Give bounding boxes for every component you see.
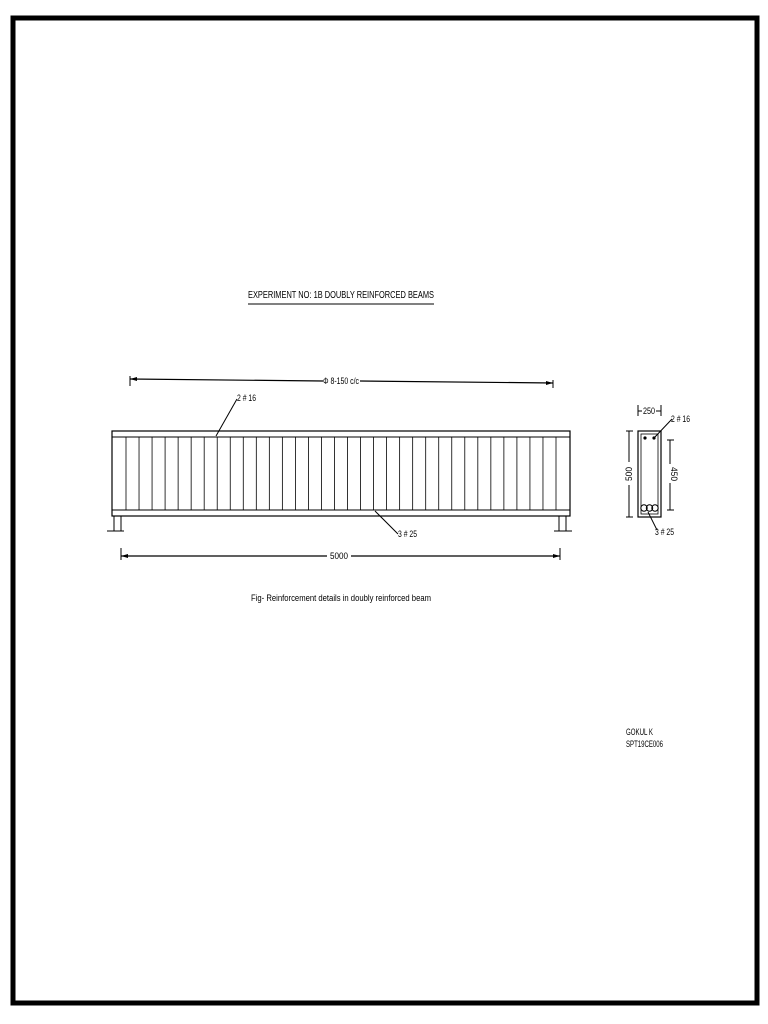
- bottom-bar-label: 3 # 25: [398, 529, 417, 539]
- left-support: [107, 516, 124, 531]
- figure-caption: Fig- Reinforcement details in doubly reinforced beam: [251, 593, 431, 603]
- section-top-bar: [643, 436, 646, 439]
- section-outline: [638, 431, 661, 517]
- beam-elevation: [112, 431, 570, 516]
- top-bar-label: 2 # 16: [237, 393, 256, 403]
- beam-outline: [112, 431, 570, 516]
- span-label: 5000: [330, 551, 348, 561]
- section-width-label: 250: [643, 406, 655, 416]
- section-top-bar-leader: [654, 419, 672, 438]
- section-depth-label: 500: [624, 465, 634, 481]
- stirrup-group: [126, 437, 556, 510]
- section-effective-depth-label: 450: [669, 467, 679, 483]
- author-name: GOKUL K: [626, 727, 653, 737]
- author-id: SPT19CE006: [626, 739, 663, 749]
- section-top-bar-label: 2 # 16: [671, 414, 690, 424]
- right-support: [554, 516, 572, 531]
- stirrup-label: Φ 8-150 c/c: [323, 376, 360, 386]
- section-stirrup: [641, 434, 658, 514]
- bottom-bar-leader: [375, 511, 398, 534]
- drawing-title: EXPERIMENT NO: 1B DOUBLY REINFORCED BEAMS: [248, 290, 435, 301]
- beam-cross-section: [638, 431, 661, 517]
- section-bottom-bar-label: 3 # 25: [655, 527, 674, 537]
